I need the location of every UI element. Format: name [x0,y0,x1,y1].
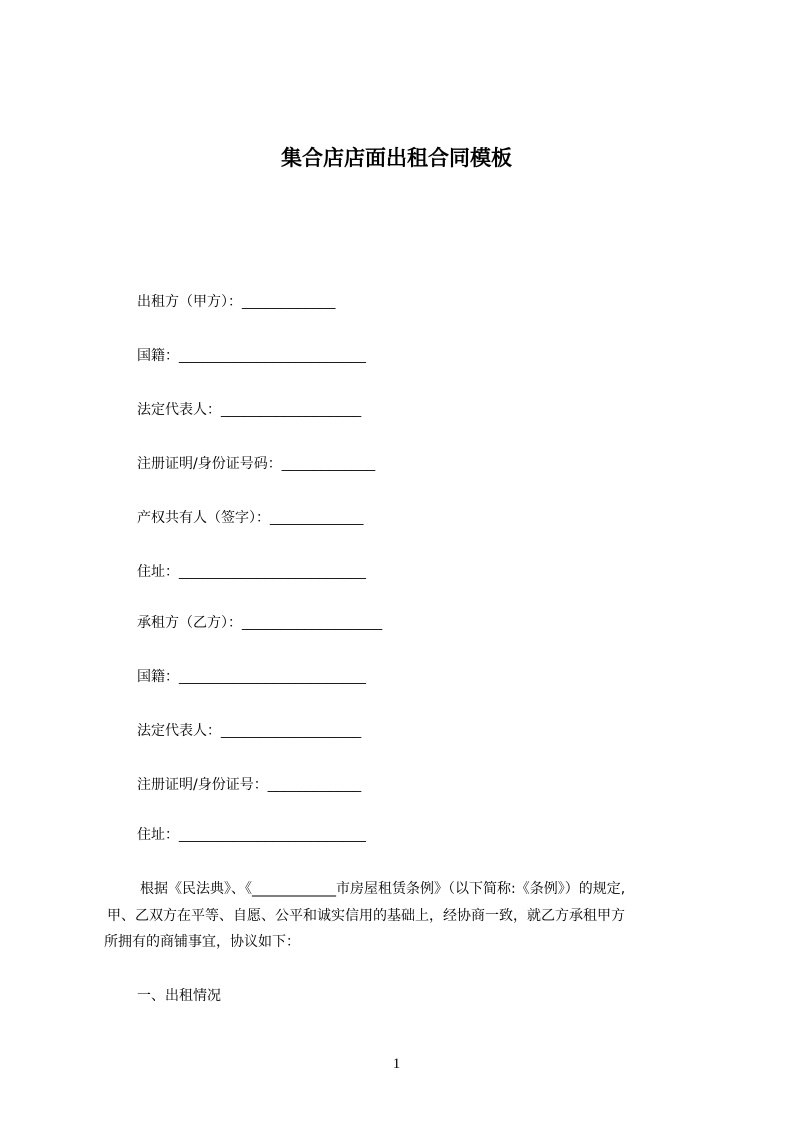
field-label: 注册证明/身份证号： [137,777,268,793]
field-blank: ____________ [281,455,376,471]
field-label: 法定代表人： [137,723,221,739]
field-blank: ____________ [267,776,362,792]
lessor-representative-field [137,400,361,419]
preamble-line-1: 根据《民法典》、《____________市房屋租赁条例》（以下简称:《条例》）的规定, [140,881,626,897]
field-blank: ________________________ [179,826,366,842]
preamble-line-2: 甲、乙双方在平等、自愿、公平和诚实信用的基础上，经协商一致，就乙方承租甲方 [107,908,625,924]
field-blank: __________________ [221,401,362,417]
field-label: 住址： [137,827,179,843]
lessee-id-field [137,775,361,794]
lessee-nationality-field [137,667,366,686]
lessor-nationality-field [137,346,366,365]
field-label: 住址： [137,564,179,580]
page-number: 1 [392,1056,401,1072]
field-blank: __________________ [221,722,362,738]
document-title: 集合店店面出租合同模板 [281,146,512,170]
lessee-field [137,613,382,632]
co-owner-field [137,508,363,527]
lessor-field [137,292,335,311]
section-heading: 一、出租情况 [137,988,221,1004]
field-label: 国籍： [137,669,179,685]
field-label: 承租方（乙方）： [137,615,242,631]
preamble-line-3: 所拥有的商铺事宜，协议如下： [104,934,300,950]
field-blank: ____________ [270,509,364,525]
field-label: 法定代表人： [137,402,221,418]
field-label: 产权共有人（签字）： [137,510,270,526]
field-label: 注册证明/身份证号码： [137,456,282,472]
field-label: 国籍： [137,348,179,364]
lessee-address-field [137,825,366,844]
field-blank: ________________________ [179,563,366,579]
field-label: 出租方（甲方）： [137,294,242,310]
lessee-representative-field [137,721,361,740]
lessor-address-field [137,562,366,581]
field-blank: __________________ [242,614,383,630]
lessor-id-field [137,454,375,473]
field-blank: ____________ [242,293,336,309]
field-blank: ________________________ [179,668,366,684]
field-blank: ________________________ [179,347,366,363]
